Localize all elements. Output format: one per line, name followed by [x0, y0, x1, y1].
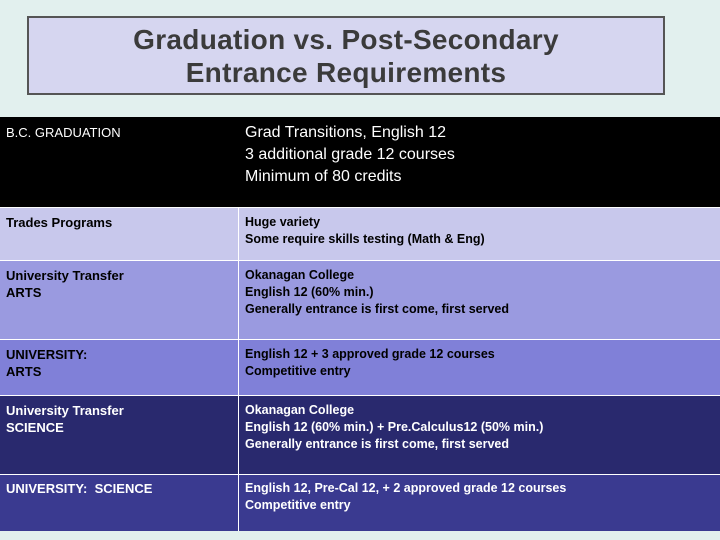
title-box [27, 16, 665, 95]
row-detail-line: Huge variety [245, 215, 321, 229]
row-details [239, 475, 720, 531]
row-detail-line: Competitive entry [245, 364, 351, 378]
row-detail-line: Generally entrance is first come, first served [245, 302, 510, 316]
row-label [0, 261, 239, 340]
row-details [239, 396, 720, 475]
row-detail-line: English 12, Pre-Cal 12, + 2 approved grade 12 courses [245, 481, 567, 495]
table-row-university-arts [0, 339, 720, 396]
row-details [239, 117, 720, 207]
row-label-line: UNIVERSITY: [6, 347, 88, 362]
page-title-line-2: Entrance Requirements [185, 56, 507, 88]
row-details [239, 261, 720, 340]
row-detail-line: English 12 (60% min.) [245, 285, 374, 299]
page-title-line-1: Graduation vs. Post-Secondary [133, 23, 559, 55]
row-label [0, 117, 239, 207]
row-label-line: ARTS [6, 285, 42, 300]
table-row-university-science [0, 474, 720, 531]
row-detail-line: Generally entrance is first come, first served [245, 437, 510, 451]
row-label-line: UNIVERSITY: SCIENCE [6, 481, 153, 496]
row-label-line: SCIENCE [6, 420, 64, 435]
row-label-line: Trades Programs [6, 215, 113, 230]
row-label-line: ARTS [6, 364, 42, 379]
row-detail-line: Minimum of 80 credits [245, 168, 402, 185]
row-label-line: University Transfer [6, 268, 124, 283]
table-row-trades [0, 207, 720, 261]
row-label-line: University Transfer [6, 403, 124, 418]
row-detail-line: English 12 + 3 approved grade 12 courses [245, 347, 495, 361]
row-label-line: B.C. GRADUATION [6, 125, 121, 140]
row-detail-line: Competitive entry [245, 498, 351, 512]
table-row-university-transfer-arts [0, 260, 720, 340]
row-label [0, 475, 239, 531]
row-detail-line: Okanagan College [245, 268, 355, 282]
row-detail-line: Grad Transitions, English 12 [245, 124, 446, 141]
row-detail-line: Some require skills testing (Math & Eng) [245, 232, 485, 246]
row-label [0, 396, 239, 475]
row-detail-line: 3 additional grade 12 courses [245, 146, 455, 163]
row-details [239, 340, 720, 396]
row-label [0, 208, 239, 261]
row-details [239, 208, 720, 261]
row-detail-line: Okanagan College [245, 403, 355, 417]
row-label [0, 340, 239, 396]
row-detail-line: English 12 (60% min.) + Pre.Calculus12 (50% min.) [245, 420, 544, 434]
table-row-university-transfer-science [0, 395, 720, 475]
table-row-bc-graduation [0, 117, 720, 207]
